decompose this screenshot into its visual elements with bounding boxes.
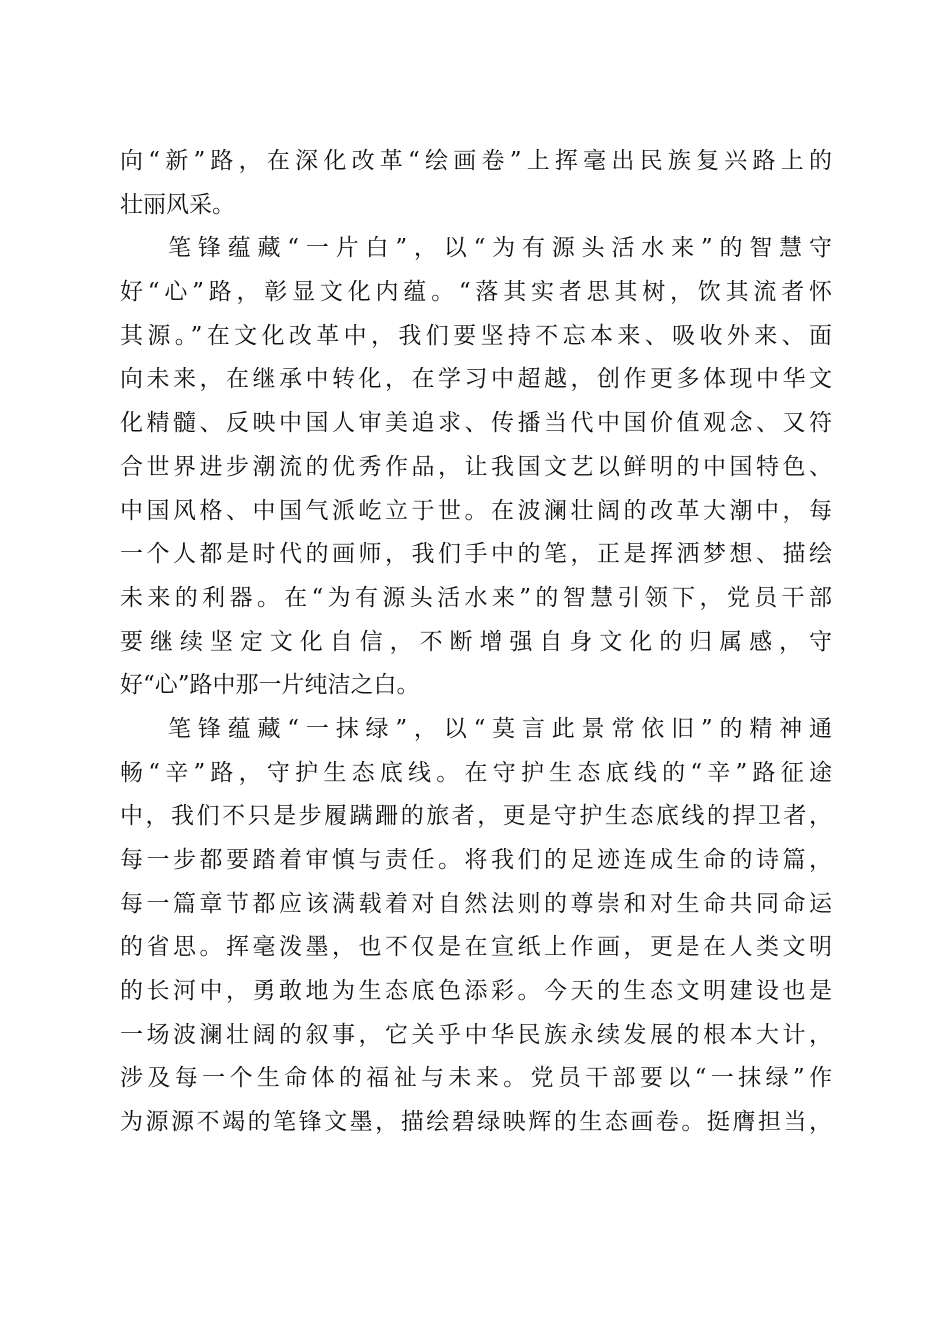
body-text: [120, 140, 832, 1145]
text-line: 好“心”路中那一片纯洁之白。: [120, 672, 420, 699]
text-line: 中，我们不只是步履蹒跚的旅者，更是守护生态底线的捍卫者，: [120, 803, 832, 830]
text-line: 一个人都是时代的画师，我们手中的笔，正是挥洒梦想、描绘: [120, 541, 832, 568]
text-line: 涉及每一个生命体的福祉与未来。党员干部要以“一抹绿”作: [120, 1065, 832, 1092]
text-line: 为源源不竭的笔锋文墨，描绘碧绿映辉的生态画卷。挺膺担当，: [120, 1109, 832, 1136]
text-line: 每一篇章节都应该满载着对自然法则的尊崇和对生命共同命运: [120, 890, 832, 917]
text-line: 壮丽风采。: [120, 191, 235, 218]
text-line: 每一步都要踏着审慎与责任。将我们的足迹连成生命的诗篇，: [120, 847, 832, 873]
text-line: 的长河中，勇敢地为生态底色添彩。今天的生态文明建设也是: [120, 978, 832, 1005]
text-line: 中国风格、中国气派屹立于世。在波澜壮阔的改革大潮中，每: [120, 497, 832, 524]
text-line: 畅“辛”路，守护生态底线。在守护生态底线的“辛”路征途: [120, 759, 832, 786]
text-line: 向“新”路，在深化改革“绘画卷”上挥毫出民族复兴路上的: [120, 148, 832, 174]
text-line: 向未来，在继承中转化，在学习中超越，创作更多体现中华文: [120, 366, 832, 393]
text-line: 要继续坚定文化自信，不断增强自身文化的归属感，守: [120, 628, 832, 655]
text-line: 其源。”在文化改革中，我们要坚持不忘本来、吸收外来、面: [120, 322, 832, 349]
text-line: 的省思。挥毫泼墨，也不仅是在宣纸上作画，更是在人类文明: [120, 934, 832, 961]
text-line: 笔锋蕴藏“一抹绿”，以“莫言此景常依旧”的精神通: [168, 715, 832, 742]
text-line: 化精髓、反映中国人审美追求、传播当代中国价值观念、又符: [120, 410, 832, 437]
text-line: 好“心”路，彰显文化内蕴。“落其实者思其树，饮其流者怀: [120, 279, 832, 306]
text-line: 笔锋蕴藏“一片白”，以“为有源头活水来”的智慧守: [168, 235, 832, 262]
text-line: 一场波澜壮阔的叙事，它关乎中华民族永续发展的根本大计，: [120, 1021, 832, 1048]
text-line: 合世界进步潮流的优秀作品，让我国文艺以鲜明的中国特色、: [120, 453, 832, 480]
text-line: 未来的利器。在“为有源头活水来”的智慧引领下，党员干部: [120, 584, 832, 611]
